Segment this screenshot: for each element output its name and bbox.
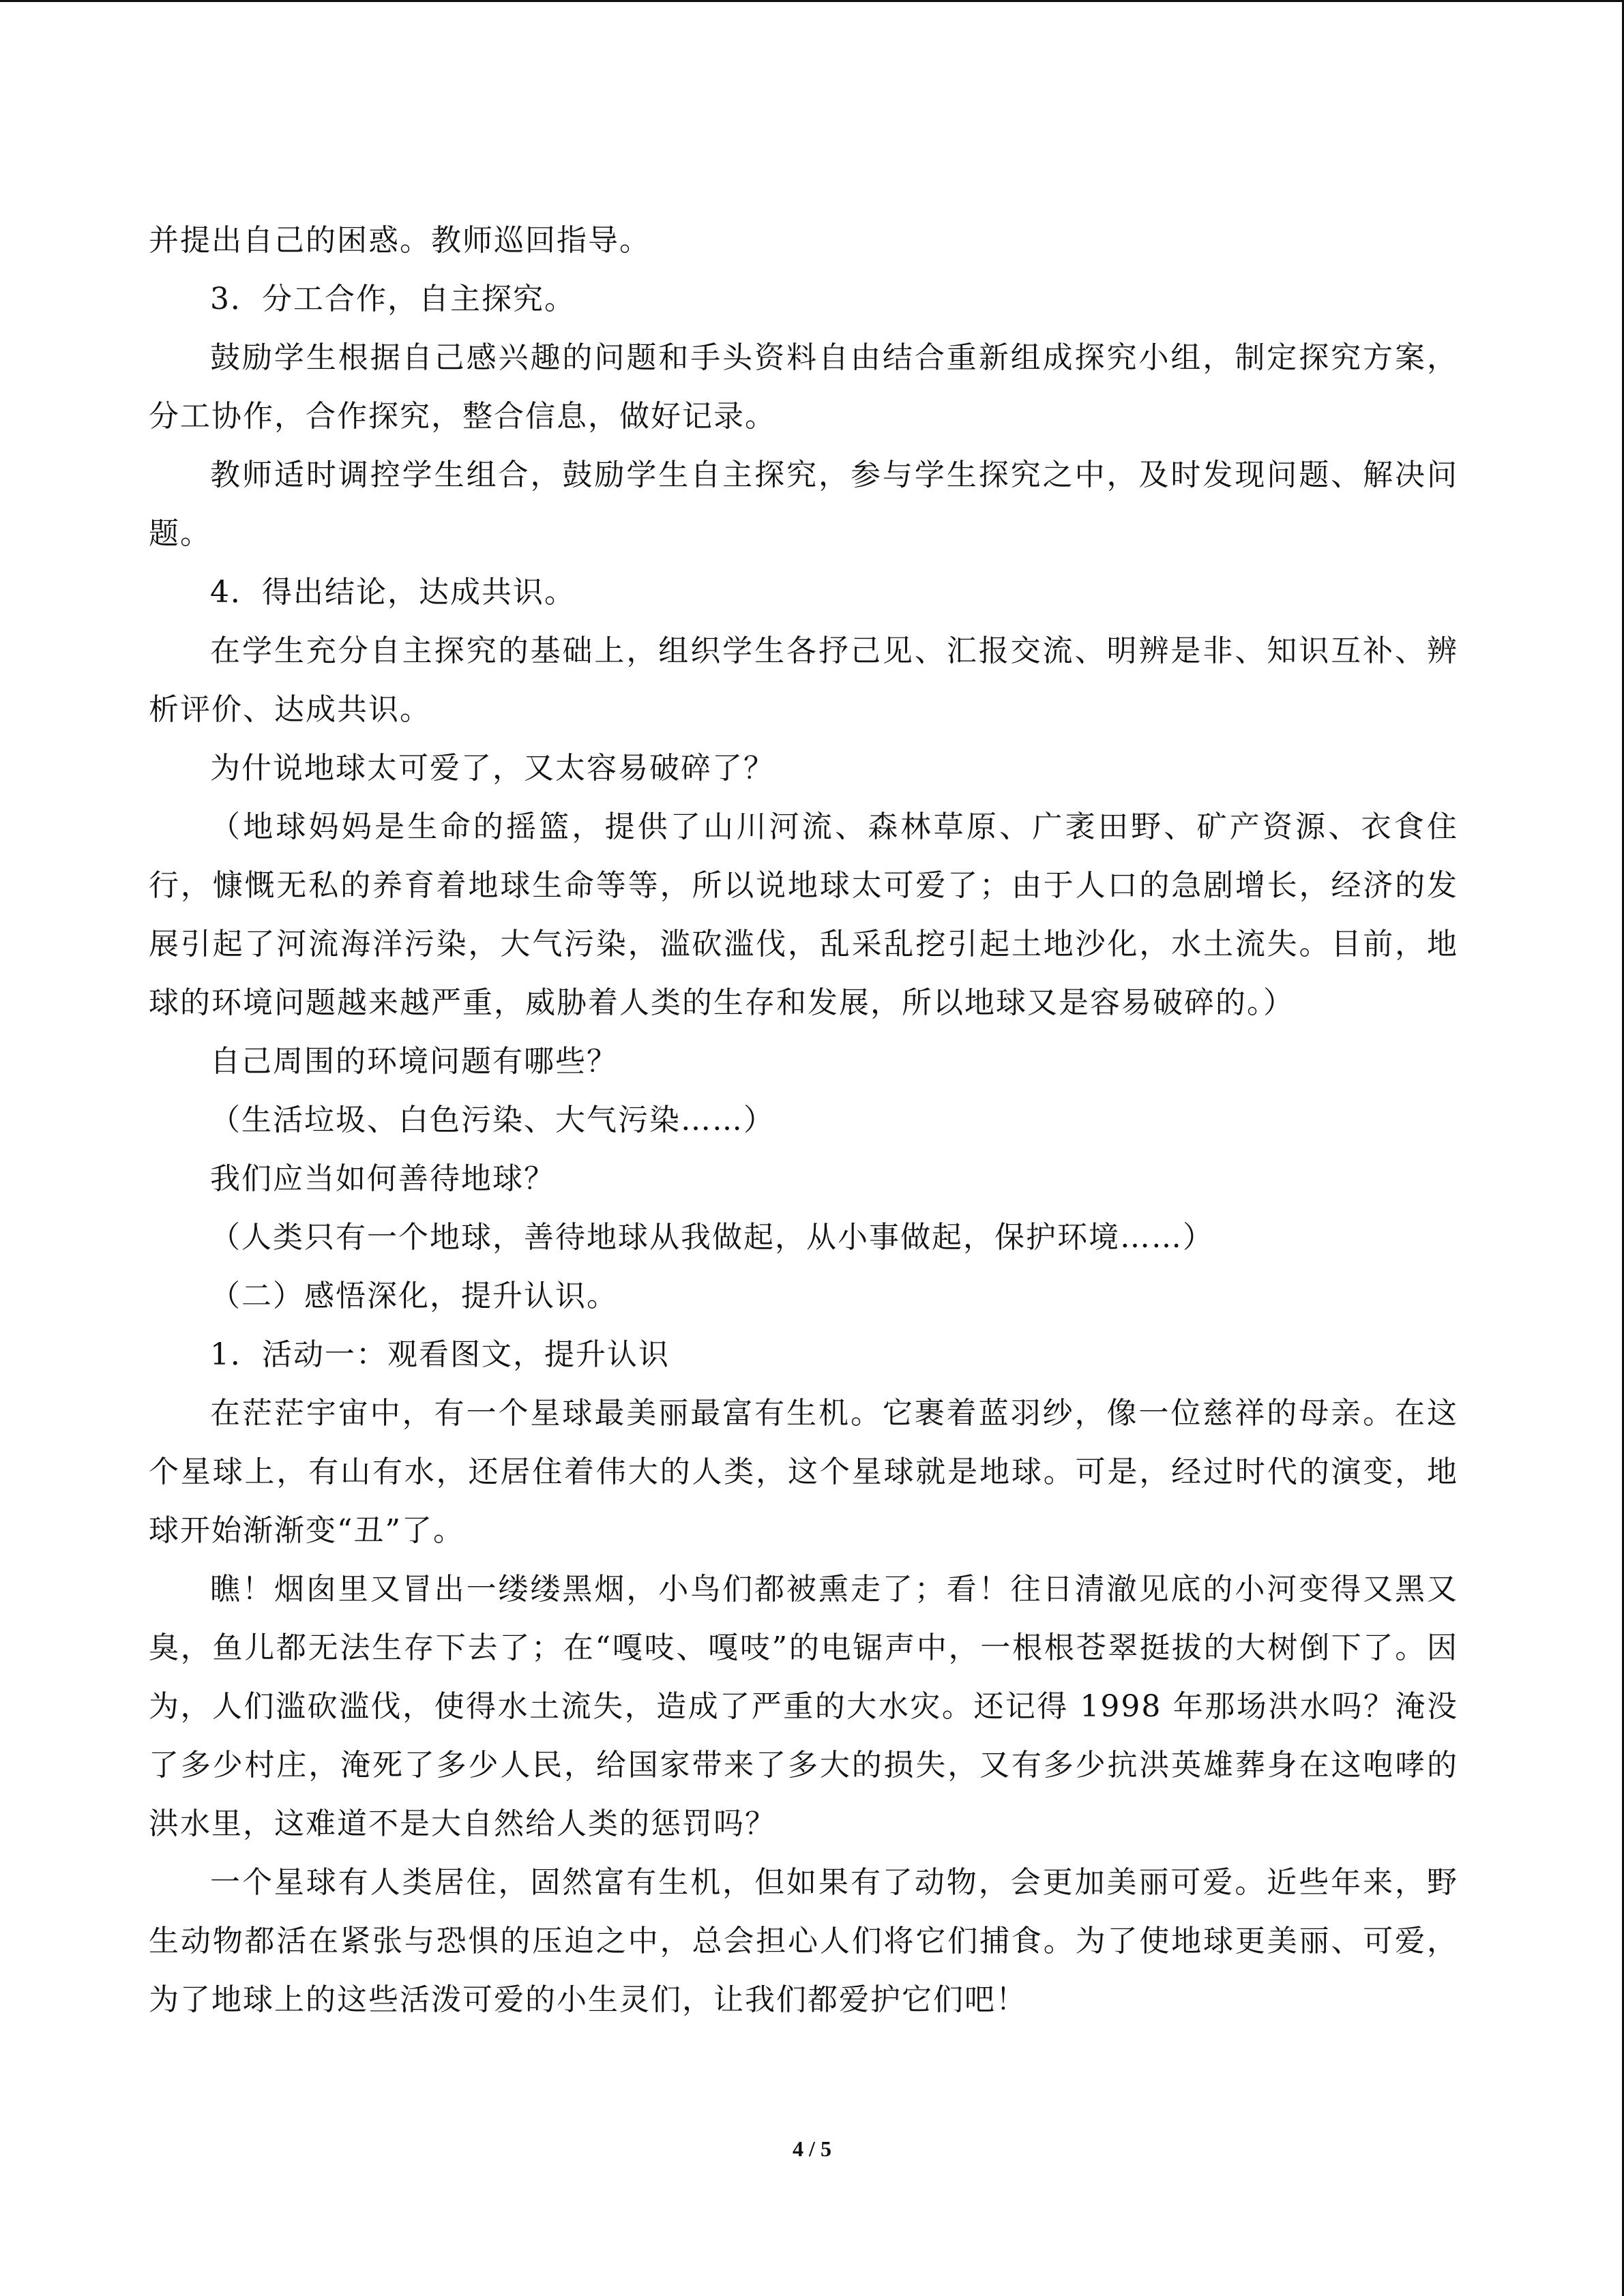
paragraph-3: 鼓励学生根据自己感兴趣的问题和手头资料自由结合重新组成探究小组，制定探究方案，分工协作，合作探究，整合信息，做好记录。	[149, 340, 1458, 434]
page-number: 4 / 5	[793, 2136, 831, 2161]
paragraph-15: 在茫茫宇宙中，有一个星球最美丽最富有生机。它裹着蓝羽纱，像一位慈祥的母亲。在这个星球上，有山有水，还居住着伟大的人类，这个星球就是地球。可是，经过时代的演变，地球开始渐渐变“丑”了。	[149, 1396, 1458, 1548]
paragraph-5: 4．得出结论，达成共识。	[210, 575, 576, 610]
paragraph-13: （二）感悟深化，提升认识。	[210, 1279, 618, 1313]
paragraph-12: （人类只有一个地球，善待地球从我做起，从小事做起，保护环境……）	[210, 1220, 1214, 1255]
paragraph-7: 为什说地球太可爱了，又太容易破碎了？	[210, 751, 775, 786]
paragraph-14: 1．活动一：观看图文，提升认识	[210, 1337, 670, 1372]
paragraph-4: 教师适时调控学生组合，鼓励学生自主探究，参与学生探究之中，及时发现问题、解决问题。	[149, 458, 1458, 551]
paragraph-9: 自己周围的环境问题有哪些？	[210, 1044, 618, 1079]
document-body	[149, 211, 1458, 2029]
paragraph-8: （地球妈妈是生命的摇篮，提供了山川河流、森林草原、广袤田野、矿产资源、衣食住行，慷慨无私的养育着地球生命等等，所以说地球太可爱了；由于人口的急剧增长，经济的发展引起了河流海洋污染，大气污染，滥砍滥伐，乱采乱挖引起土地沙化，水土流失。目前，地球的环境问题越来越严重，威胁着人类的生存和发展，所以地球又是容易破碎的。）	[149, 809, 1458, 1020]
paragraph-17: 一个星球有人类居住，固然富有生机，但如果有了动物，会更加美丽可爱。近些年来，野生动物都活在紧张与恐惧的压迫之中，总会担心人们将它们捕食。为了使地球更美丽、可爱，为了地球上的这些活泼可爱的小生灵们，让我们都爱护它们吧！	[149, 1865, 1458, 2017]
paragraph-1: 并提出自己的困惑。教师巡回指导。	[149, 223, 651, 258]
paragraph-10: （生活垃圾、白色污染、大气污染……）	[210, 1103, 775, 1137]
paragraph-2: 3．分工合作，自主探究。	[210, 282, 576, 316]
paragraph-16: 瞧！烟囱里又冒出一缕缕黑烟，小鸟们都被熏走了；看！往日清澈见底的小河变得又黑又臭，鱼儿都无法生存下去了；在“嘎吱、嘎吱”的电锯声中，一根根苍翠挺拔的大树倒下了。因为，人们滥砍滥伐，使得水土流失，造成了严重的大水灾。还记得 1998 年那场洪水吗？淹没了多少村庄，淹死了多少人民，给国家带来了多大的损失，又有多少抗洪英雄葬身在这咆哮的洪水里，这难道不是大自然给人类的惩罚吗？	[149, 1572, 1458, 1841]
paragraph-11: 我们应当如何善待地球？	[210, 1161, 555, 1196]
paragraph-6: 在学生充分自主探究的基础上，组织学生各抒己见、汇报交流、明辨是非、知识互补、辨析评价、达成共识。	[149, 633, 1458, 727]
